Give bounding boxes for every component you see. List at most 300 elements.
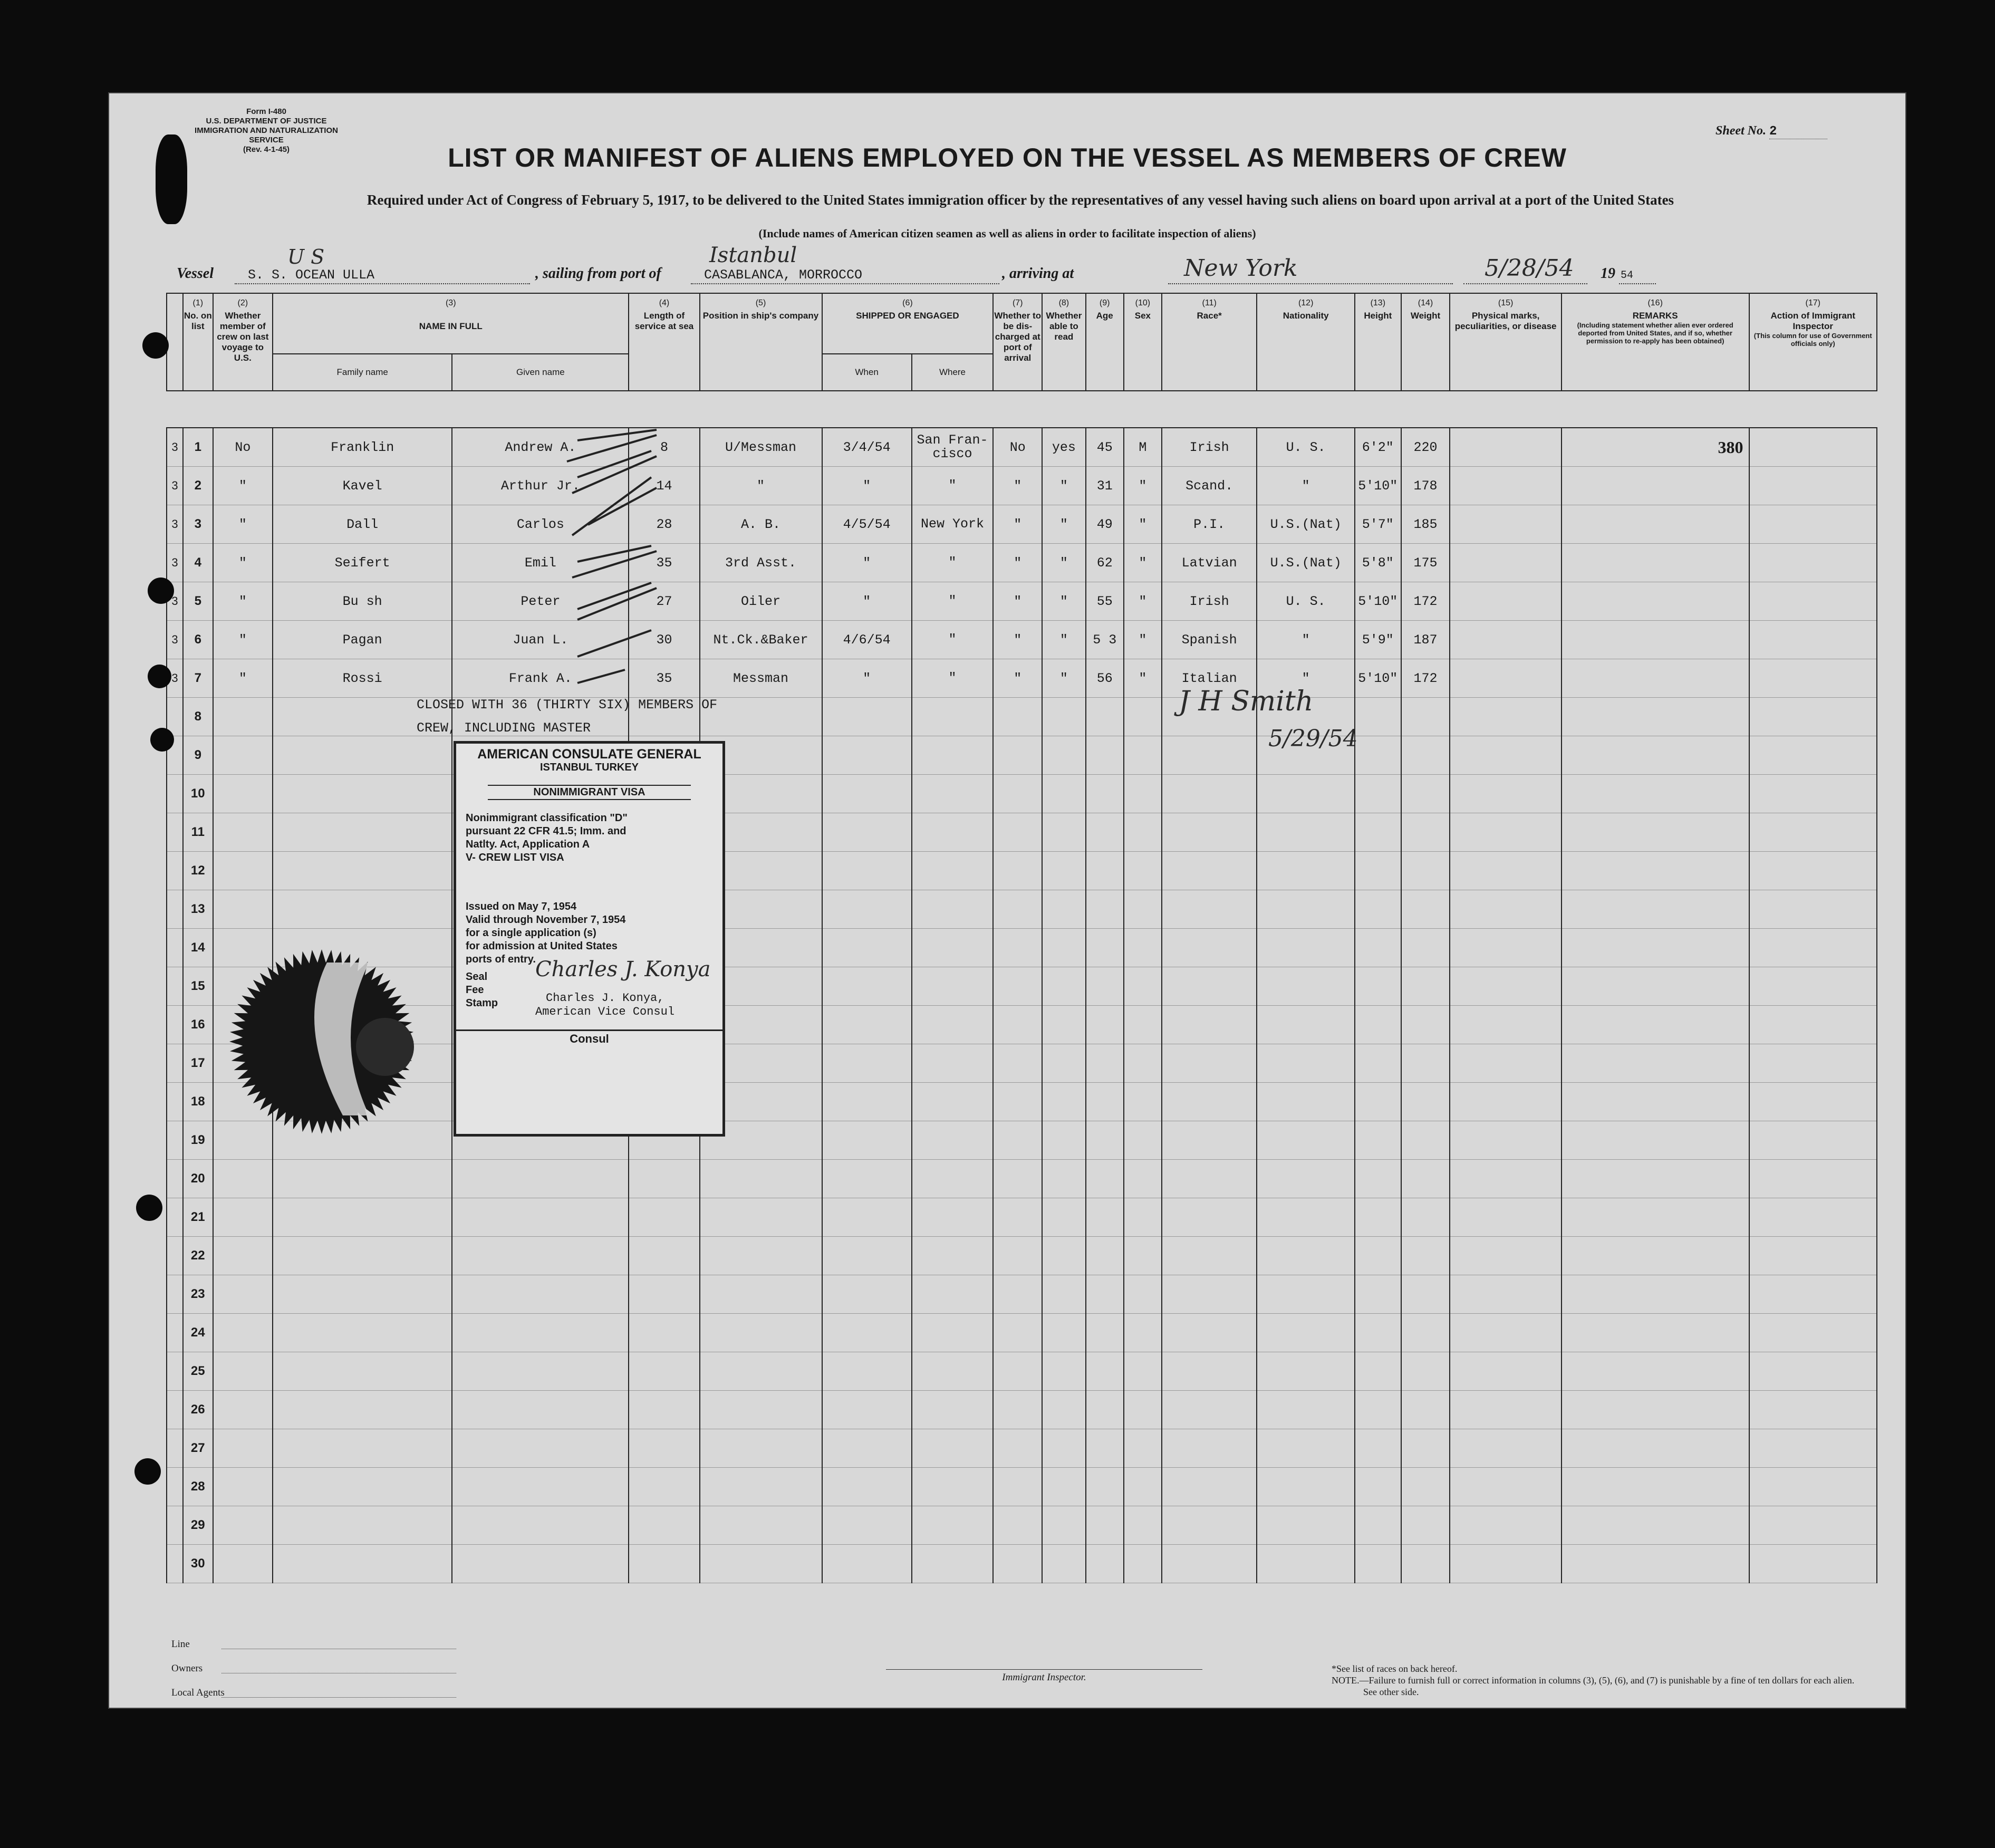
cell-age	[1086, 852, 1124, 890]
cell-no: 23	[183, 1275, 213, 1314]
cell-sex	[1124, 1121, 1162, 1160]
cell-race	[1162, 1506, 1257, 1545]
cell-remarks	[1562, 890, 1749, 929]
cell-service	[629, 1160, 699, 1198]
cell-position	[700, 1314, 822, 1352]
cell-phys	[1450, 1352, 1561, 1391]
cell-last_voyage: No	[213, 428, 273, 467]
cell-no: 22	[183, 1237, 213, 1275]
table-row	[167, 1391, 1877, 1429]
cell-sex	[1124, 1545, 1162, 1583]
cell-sex	[1124, 1506, 1162, 1545]
cell-age	[1086, 1391, 1124, 1429]
cell-where	[912, 775, 994, 813]
table-row	[167, 1275, 1877, 1314]
row-prefix	[167, 1545, 183, 1583]
cell-height	[1355, 1314, 1401, 1352]
table-row	[167, 1237, 1877, 1275]
cell-remarks	[1562, 582, 1749, 621]
cell-phys	[1450, 1121, 1561, 1160]
cell-family: Pagan	[273, 621, 452, 659]
cell-sex	[1124, 1006, 1162, 1044]
cell-discharged	[993, 1198, 1042, 1237]
cell-read	[1042, 1468, 1085, 1506]
cell-action	[1749, 1237, 1877, 1275]
cell-phys	[1450, 813, 1561, 852]
cell-action	[1749, 1545, 1877, 1583]
stamp-title: AMERICAN CONSULATE GENERAL	[477, 747, 701, 762]
stamp-ports: ports of entry.	[466, 954, 536, 965]
row-prefix	[167, 967, 183, 1006]
row-prefix: 3	[167, 582, 183, 621]
cell-sex: "	[1124, 621, 1162, 659]
cell-no: 26	[183, 1391, 213, 1429]
cell-race	[1162, 1044, 1257, 1083]
cell-no: 27	[183, 1429, 213, 1468]
cell-phys	[1450, 1198, 1561, 1237]
cell-no: 5	[183, 582, 213, 621]
cell-race	[1162, 736, 1257, 775]
cell-remarks	[1562, 1121, 1749, 1160]
cell-last_voyage	[213, 1314, 273, 1352]
cell-read: "	[1042, 659, 1085, 698]
cell-height: 5'10"	[1355, 467, 1401, 505]
punch-hole	[148, 665, 171, 688]
cell-weight	[1401, 1468, 1450, 1506]
cell-action	[1749, 428, 1877, 467]
cell-age	[1086, 1545, 1124, 1583]
cell-height	[1355, 1121, 1401, 1160]
row-prefix	[167, 1506, 183, 1545]
table-row	[167, 1198, 1877, 1237]
cell-sex	[1124, 1083, 1162, 1121]
cell-remarks	[1562, 1545, 1749, 1583]
cell-read	[1042, 1044, 1085, 1083]
cell-height	[1355, 890, 1401, 929]
row-prefix	[167, 813, 183, 852]
cell-given	[452, 1468, 629, 1506]
row-prefix	[167, 1044, 183, 1083]
cell-service	[629, 1275, 699, 1314]
cell-nationality	[1257, 1237, 1355, 1275]
cell-nationality: U.S.(Nat)	[1257, 505, 1355, 544]
cell-action	[1749, 775, 1877, 813]
cell-sex	[1124, 1198, 1162, 1237]
cell-when	[822, 929, 912, 967]
sheet-number	[1715, 124, 1827, 139]
col-nationality: (12) Nationality	[1257, 293, 1355, 391]
cell-weight	[1401, 852, 1450, 890]
cell-position	[700, 1391, 822, 1429]
cell-age	[1086, 1314, 1124, 1352]
stamp-issued: Issued on May 7, 1954	[466, 901, 577, 912]
cell-read	[1042, 1506, 1085, 1545]
cell-service: 14	[629, 467, 699, 505]
cell-weight	[1401, 1429, 1450, 1468]
cell-weight	[1401, 890, 1450, 929]
cell-age: 5 3	[1086, 621, 1124, 659]
row-prefix: 3	[167, 544, 183, 582]
cell-age	[1086, 929, 1124, 967]
row-prefix	[167, 1237, 183, 1275]
cell-sex	[1124, 1352, 1162, 1391]
cell-height	[1355, 1237, 1401, 1275]
cell-when	[822, 1429, 912, 1468]
stamp-seal: Seal	[466, 971, 488, 983]
cell-read	[1042, 736, 1085, 775]
cell-age	[1086, 890, 1124, 929]
cell-height	[1355, 698, 1401, 736]
sheet-value: 2	[1769, 124, 1827, 139]
cell-where	[912, 1044, 994, 1083]
cell-last_voyage: "	[213, 621, 273, 659]
stamp-city: ISTANBUL TURKEY	[539, 762, 639, 773]
cell-weight	[1401, 1198, 1450, 1237]
cell-action	[1749, 929, 1877, 967]
cell-when	[822, 1198, 912, 1237]
cell-nationality	[1257, 1160, 1355, 1198]
vessel-name: S. S. OCEAN ULLA	[248, 267, 375, 283]
cell-action	[1749, 1391, 1877, 1429]
cell-discharged	[993, 1506, 1042, 1545]
cell-nationality	[1257, 1006, 1355, 1044]
col-height: (13) Height	[1355, 293, 1401, 391]
cell-age	[1086, 813, 1124, 852]
cell-read	[1042, 1545, 1085, 1583]
cell-height	[1355, 1352, 1401, 1391]
row-prefix	[167, 1468, 183, 1506]
cell-remarks	[1562, 813, 1749, 852]
row-prefix	[167, 1160, 183, 1198]
cell-last_voyage	[213, 1160, 273, 1198]
cell-position	[700, 1468, 822, 1506]
cell-sex	[1124, 1314, 1162, 1352]
cell-discharged	[993, 813, 1042, 852]
row-prefix: 3	[167, 621, 183, 659]
cell-remarks	[1562, 775, 1749, 813]
cell-discharged	[993, 890, 1042, 929]
cell-read	[1042, 1352, 1085, 1391]
cell-age	[1086, 1160, 1124, 1198]
year-suffix: 54	[1621, 270, 1634, 282]
cell-when	[822, 1391, 912, 1429]
cell-nationality	[1257, 1545, 1355, 1583]
cell-where: "	[912, 544, 994, 582]
cell-read	[1042, 890, 1085, 929]
cell-given: Andrew A.	[452, 428, 629, 467]
cell-phys	[1450, 428, 1561, 467]
cell-service	[629, 1391, 699, 1429]
cell-race	[1162, 1429, 1257, 1468]
cell-service: 35	[629, 544, 699, 582]
cell-nationality: "	[1257, 659, 1355, 698]
cell-discharged	[993, 1275, 1042, 1314]
cell-race	[1162, 1121, 1257, 1160]
cell-when	[822, 1506, 912, 1545]
cell-read	[1042, 1121, 1085, 1160]
cell-no: 2	[183, 467, 213, 505]
cell-action	[1749, 698, 1877, 736]
row-prefix	[167, 1006, 183, 1044]
table-row	[167, 1352, 1877, 1391]
cell-where	[912, 1314, 994, 1352]
cell-position	[700, 1545, 822, 1583]
cell-action	[1749, 582, 1877, 621]
cell-last_voyage	[213, 1545, 273, 1583]
cell-action	[1749, 1506, 1877, 1545]
cell-when	[822, 1237, 912, 1275]
table-row	[167, 775, 1877, 813]
row-prefix	[167, 1352, 183, 1391]
cell-race	[1162, 929, 1257, 967]
cell-family: Kavel	[273, 467, 452, 505]
cell-read	[1042, 1006, 1085, 1044]
cell-race	[1162, 1198, 1257, 1237]
cell-height	[1355, 813, 1401, 852]
cell-last_voyage	[213, 1429, 273, 1468]
cell-phys	[1450, 1160, 1561, 1198]
vessel-flag-hand: U S	[287, 245, 325, 268]
cell-nationality	[1257, 1121, 1355, 1160]
cell-family	[273, 1198, 452, 1237]
cell-where	[912, 1237, 994, 1275]
cell-phys	[1450, 505, 1561, 544]
cell-discharged	[993, 698, 1042, 736]
cell-race: Italian	[1162, 659, 1257, 698]
cell-last_voyage	[213, 813, 273, 852]
cell-height: 6'2"	[1355, 428, 1401, 467]
cell-discharged	[993, 736, 1042, 775]
col-last-voyage: (2) Whether member of crew on last voyage to U.S.	[213, 293, 273, 391]
table-row	[167, 1429, 1877, 1468]
cell-where: San Fran-cisco	[912, 428, 994, 467]
cell-where	[912, 1198, 994, 1237]
cell-where: "	[912, 659, 994, 698]
stamp-fee: Fee	[466, 984, 484, 996]
cell-read: "	[1042, 582, 1085, 621]
cell-when	[822, 852, 912, 890]
cell-read: yes	[1042, 428, 1085, 467]
cell-phys	[1450, 1083, 1561, 1121]
cell-age	[1086, 1121, 1124, 1160]
cell-weight	[1401, 967, 1450, 1006]
cell-nationality: "	[1257, 467, 1355, 505]
cell-no: 16	[183, 1006, 213, 1044]
cell-phys	[1450, 1545, 1561, 1583]
arriving-port-hand: New York	[1184, 255, 1298, 282]
cell-where	[912, 1468, 994, 1506]
cell-no: 28	[183, 1468, 213, 1506]
cell-discharged	[993, 1468, 1042, 1506]
cell-where: "	[912, 582, 994, 621]
cell-when: 4/5/54	[822, 505, 912, 544]
footer-owners: Owners	[171, 1657, 456, 1681]
cell-no: 11	[183, 813, 213, 852]
footer-line: Line	[171, 1632, 456, 1657]
sailing-port-hand: Istanbul	[709, 243, 797, 267]
cell-given: Emil	[452, 544, 629, 582]
cell-remarks	[1562, 852, 1749, 890]
col-inspector-action: (17) Action of Immigrant Inspector (This column for use of Government officials only)	[1749, 293, 1877, 391]
cell-where: "	[912, 467, 994, 505]
cell-family: Rossi	[273, 659, 452, 698]
embossed-seal	[211, 941, 432, 1142]
cell-position: Oiler	[700, 582, 822, 621]
stamp-valid: Valid through November 7, 1954	[466, 914, 626, 926]
cell-when	[822, 1314, 912, 1352]
cell-sex	[1124, 1160, 1162, 1198]
col-position: (5) Position in ship's company	[700, 293, 822, 391]
cell-race: Scand.	[1162, 467, 1257, 505]
cell-family: Seifert	[273, 544, 452, 582]
races-note: *See list of races on back hereof.	[1332, 1663, 1458, 1674]
cell-when	[822, 1083, 912, 1121]
cell-sex	[1124, 698, 1162, 736]
cell-last_voyage: "	[213, 544, 273, 582]
cell-weight	[1401, 1006, 1450, 1044]
cell-remarks	[1562, 1006, 1749, 1044]
cell-discharged	[993, 967, 1042, 1006]
cell-no: 10	[183, 775, 213, 813]
cell-weight	[1401, 813, 1450, 852]
cell-discharged	[993, 929, 1042, 967]
cell-given	[452, 1352, 629, 1391]
cell-age: 55	[1086, 582, 1124, 621]
cell-weight	[1401, 1044, 1450, 1083]
sailing-label: , sailing from port of	[535, 265, 661, 282]
cell-remarks	[1562, 1391, 1749, 1429]
cell-read	[1042, 929, 1085, 967]
cell-when	[822, 1006, 912, 1044]
cell-race: P.I.	[1162, 505, 1257, 544]
cell-discharged: "	[993, 582, 1042, 621]
cell-where	[912, 1391, 994, 1429]
cell-where	[912, 852, 994, 890]
cell-family	[273, 1275, 452, 1314]
cell-remarks	[1562, 1314, 1749, 1352]
cell-discharged	[993, 1352, 1042, 1391]
cell-given	[452, 1429, 629, 1468]
cell-discharged	[993, 1429, 1042, 1468]
cell-weight	[1401, 698, 1450, 736]
cell-where	[912, 1429, 994, 1468]
cell-action	[1749, 736, 1877, 775]
crew-table	[166, 293, 1877, 1583]
cell-age	[1086, 1352, 1124, 1391]
cell-weight: 220	[1401, 428, 1450, 467]
cell-remarks	[1562, 1198, 1749, 1237]
row-prefix	[167, 1429, 183, 1468]
cell-no: 8	[183, 698, 213, 736]
cell-discharged	[993, 1545, 1042, 1583]
stamp-single: for a single application (s)	[466, 927, 596, 939]
cell-sex	[1124, 813, 1162, 852]
cell-position	[700, 1237, 822, 1275]
row-prefix: 3	[167, 428, 183, 467]
cell-given	[452, 1314, 629, 1352]
cell-weight	[1401, 929, 1450, 967]
col-age: (9) Age	[1086, 293, 1124, 391]
cell-where	[912, 890, 994, 929]
cell-given	[452, 1506, 629, 1545]
cell-given	[452, 1391, 629, 1429]
cell-nationality	[1257, 929, 1355, 967]
cell-read	[1042, 967, 1085, 1006]
cell-weight	[1401, 1121, 1450, 1160]
requirement-text: Required under Act of Congress of February 5, 1917, to be delivered to the United States immigration officer by the representatives of any vessel having such aliens on board upon arrival at a port of the United States	[367, 192, 1674, 208]
cell-family: Bu sh	[273, 582, 452, 621]
cell-discharged: "	[993, 544, 1042, 582]
cell-read: "	[1042, 544, 1085, 582]
cell-race	[1162, 1006, 1257, 1044]
cell-last_voyage	[213, 1237, 273, 1275]
cell-nationality: U. S.	[1257, 582, 1355, 621]
cell-discharged	[993, 775, 1042, 813]
cell-race	[1162, 1468, 1257, 1506]
cell-nationality	[1257, 813, 1355, 852]
cell-height	[1355, 929, 1401, 967]
cell-weight	[1401, 775, 1450, 813]
stamp-admission: for admission at United States	[466, 940, 618, 952]
vessel-line	[177, 243, 1811, 287]
cell-nationality	[1257, 1083, 1355, 1121]
table-row	[167, 1160, 1877, 1198]
cell-no: 17	[183, 1044, 213, 1083]
cell-height	[1355, 1429, 1401, 1468]
row-prefix	[167, 1391, 183, 1429]
cell-sex: "	[1124, 467, 1162, 505]
cell-phys	[1450, 967, 1561, 1006]
cell-nationality	[1257, 852, 1355, 890]
cell-age	[1086, 967, 1124, 1006]
cell-read: "	[1042, 467, 1085, 505]
footer-notes	[1332, 1663, 1859, 1698]
cell-where	[912, 1083, 994, 1121]
cell-read	[1042, 852, 1085, 890]
cell-given	[452, 1160, 629, 1198]
cell-position: Nt.Ck.&Baker	[700, 621, 822, 659]
cell-race	[1162, 1083, 1257, 1121]
cell-nationality	[1257, 775, 1355, 813]
row-prefix	[167, 1314, 183, 1352]
cell-family	[273, 1237, 452, 1275]
col-physical-marks: (15) Physical marks, peculiarities, or disease	[1450, 293, 1561, 391]
cell-read	[1042, 1237, 1085, 1275]
table-row	[167, 813, 1877, 852]
table-row	[167, 852, 1877, 890]
cell-race: Spanish	[1162, 621, 1257, 659]
col-where: Where	[912, 354, 994, 391]
cell-action	[1749, 852, 1877, 890]
cell-phys	[1450, 1468, 1561, 1506]
cell-no: 21	[183, 1198, 213, 1237]
page-title: LIST OR MANIFEST OF ALIENS EMPLOYED ON THE VESSEL AS MEMBERS OF CREW	[448, 143, 1567, 172]
cell-service	[629, 1314, 699, 1352]
cell-weight	[1401, 1083, 1450, 1121]
cell-family	[273, 1314, 452, 1352]
cell-position: "	[700, 467, 822, 505]
cell-position: 3rd Asst.	[700, 544, 822, 582]
cell-discharged	[993, 1160, 1042, 1198]
cell-remarks	[1562, 659, 1749, 698]
department: U.S. DEPARTMENT OF JUSTICE	[206, 117, 327, 126]
cell-sex	[1124, 1391, 1162, 1429]
cell-family	[273, 1545, 452, 1583]
cell-phys	[1450, 736, 1561, 775]
cell-where	[912, 929, 994, 967]
cell-family	[273, 775, 452, 813]
cell-race: Irish	[1162, 582, 1257, 621]
